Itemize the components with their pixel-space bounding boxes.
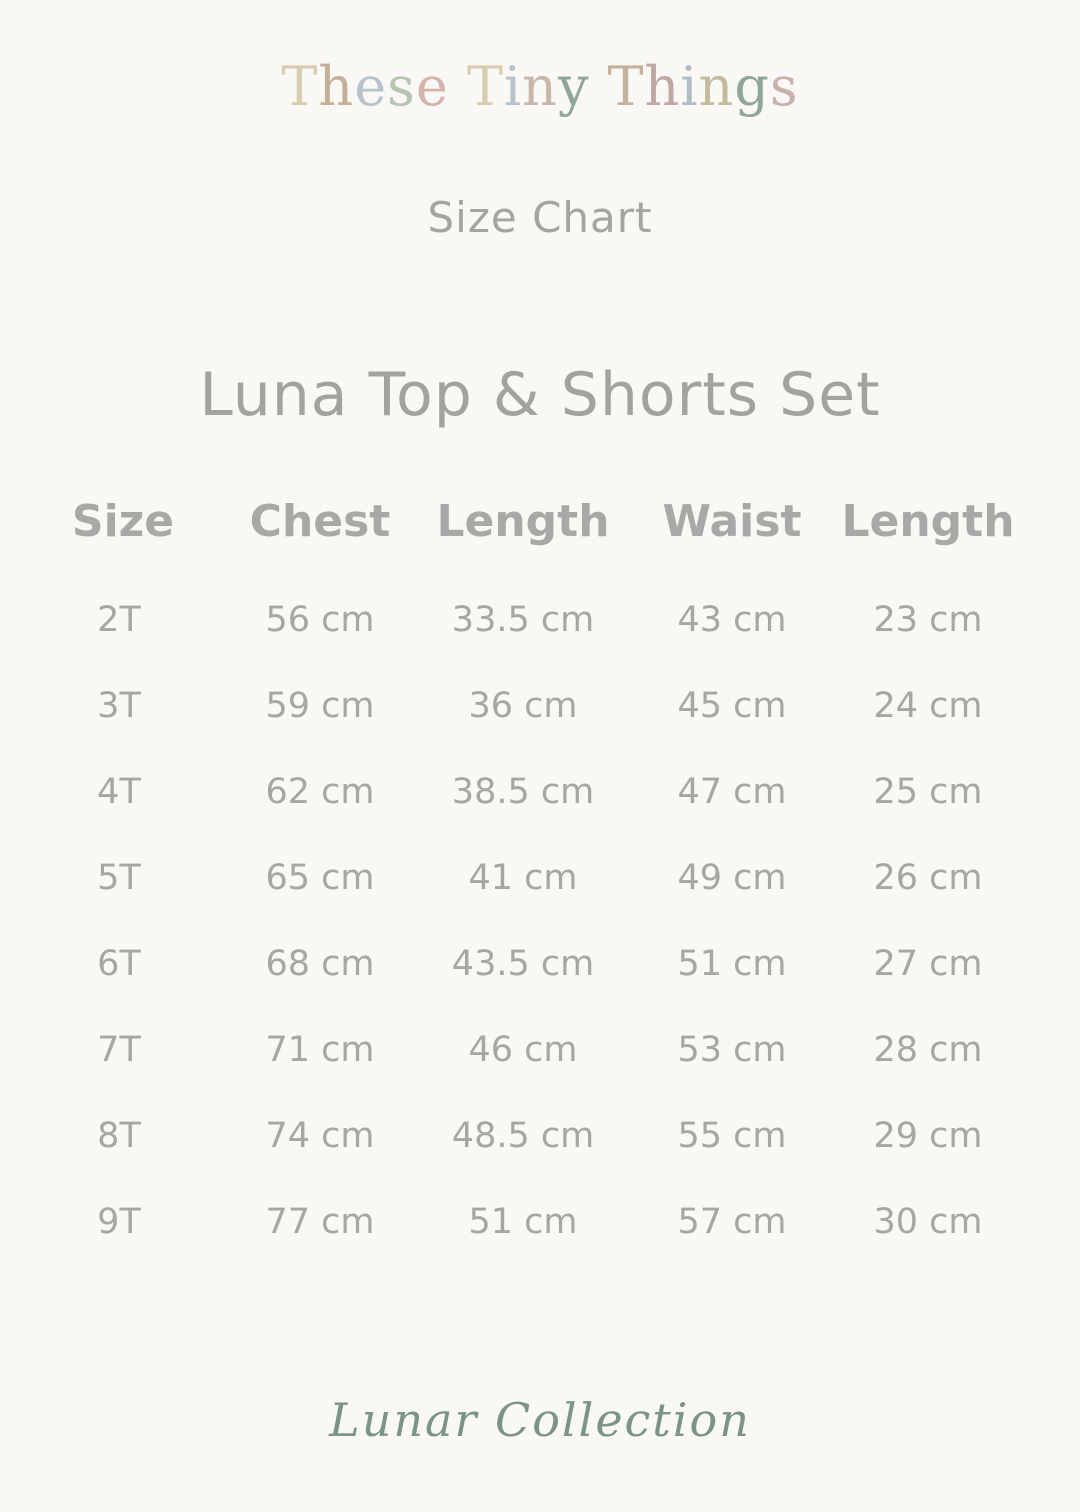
cell-size: 8T [97,1116,141,1156]
table-row [0,760,1080,846]
cell-waist: 45 cm [677,686,787,726]
cell-waist: 53 cm [677,1030,787,1070]
header-size: Size [71,496,175,547]
cell-shorts-length: 24 cm [873,686,983,726]
cell-shorts-length: 23 cm [873,600,983,640]
table-body [0,588,1080,1276]
cell-chest: 65 cm [265,858,375,898]
brand-logo: These Tiny Things [281,55,799,118]
cell-size: 2T [97,600,141,640]
header-shorts-length: Length [841,496,1015,547]
cell-chest: 56 cm [265,600,375,640]
header-chest: Chest [249,496,391,547]
cell-chest: 71 cm [265,1030,375,1070]
cell-waist: 49 cm [677,858,787,898]
cell-top-length: 33.5 cm [451,600,595,640]
table-row [0,1190,1080,1276]
table-header [0,490,1080,554]
table-row [0,674,1080,760]
table-row [0,1104,1080,1190]
header-waist: Waist [662,496,802,547]
cell-top-length: 36 cm [468,686,578,726]
cell-chest: 74 cm [265,1116,375,1156]
cell-waist: 47 cm [677,772,787,812]
cell-shorts-length: 25 cm [873,772,983,812]
cell-size: 5T [97,858,141,898]
cell-top-length: 48.5 cm [451,1116,595,1156]
cell-size: 6T [97,944,141,984]
cell-waist: 51 cm [677,944,787,984]
cell-chest: 77 cm [265,1202,375,1242]
cell-size: 4T [97,772,141,812]
cell-shorts-length: 27 cm [873,944,983,984]
cell-chest: 59 cm [265,686,375,726]
cell-waist: 57 cm [677,1202,787,1242]
cell-shorts-length: 26 cm [873,858,983,898]
cell-waist: 55 cm [677,1116,787,1156]
cell-top-length: 51 cm [468,1202,578,1242]
table-row [0,588,1080,674]
cell-chest: 68 cm [265,944,375,984]
cell-chest: 62 cm [265,772,375,812]
cell-waist: 43 cm [677,600,787,640]
cell-top-length: 38.5 cm [451,772,595,812]
page-subtitle: Size Chart [427,193,653,242]
cell-shorts-length: 29 cm [873,1116,983,1156]
size-chart-table [0,490,1080,1276]
cell-size: 9T [97,1202,141,1242]
cell-top-length: 43.5 cm [451,944,595,984]
cell-top-length: 41 cm [468,858,578,898]
table-row [0,846,1080,932]
cell-shorts-length: 30 cm [873,1202,983,1242]
table-row [0,932,1080,1018]
header-top-length: Length [436,496,610,547]
table-row [0,1018,1080,1104]
cell-top-length: 46 cm [468,1030,578,1070]
product-title: Luna Top & Shorts Set [199,360,881,430]
collection-name: Lunar Collection [329,1393,751,1447]
cell-size: 3T [97,686,141,726]
cell-shorts-length: 28 cm [873,1030,983,1070]
cell-size: 7T [97,1030,141,1070]
